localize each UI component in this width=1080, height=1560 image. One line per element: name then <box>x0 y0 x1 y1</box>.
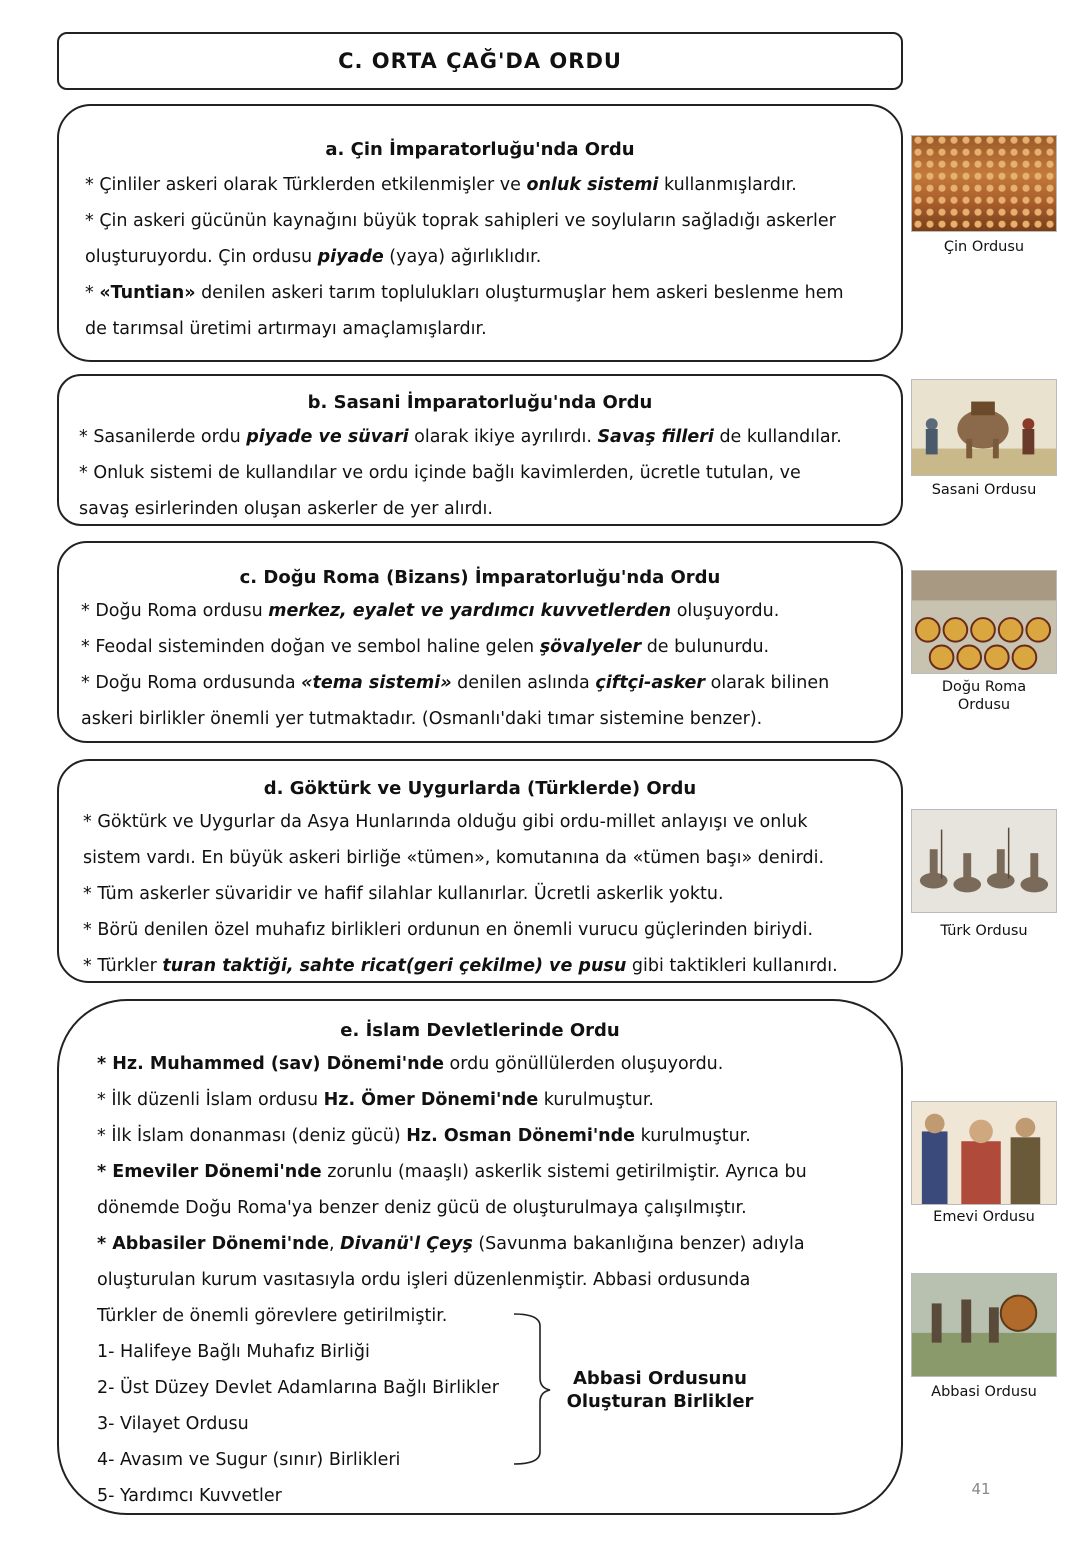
abbasi-unit-4: 4- Avasım ve Sugur (sınır) Birlikleri <box>97 1450 401 1470</box>
section-sasani-line-2: * Onluk sistemi de kullandılar ve ordu içinde bağlı kavimlerden, ücretle tutulan, ve <box>79 463 801 483</box>
sasani-ordusu-caption: Sasani Ordusu <box>931 482 1037 498</box>
page-number: 41 <box>971 1480 991 1498</box>
section-sasani <box>57 374 903 526</box>
section-cin-line-3: oluşturuyordu. Çin ordusu piyade (yaya) ağırlıklıdır. <box>85 247 542 267</box>
section-dogu-roma-title: c. Doğu Roma (Bizans) İmparatorluğu'nda Ordu <box>239 567 721 588</box>
section-cin <box>57 104 903 362</box>
section-turk-line-2: sistem vardı. En büyük askeri birliğe «tümen», komutanına da «tümen başı» denirdi. <box>83 848 825 868</box>
section-turk-line-3: * Tüm askerler süvaridir ve hafif silahlar kullanırlar. Ücretli askerlik yoktu. <box>83 884 724 904</box>
section-islam-line-5: dönemde Doğu Roma'ya benzer deniz gücü de oluşturulmaya çalışılmıştır. <box>97 1198 747 1218</box>
abbasi-brace-label-line-1: Abbasi Ordusunu <box>572 1368 748 1389</box>
section-cin-line-2: * Çin askeri gücünün kaynağını büyük toprak sahipleri ve soyluların sağladığı askerler <box>85 211 836 231</box>
section-dogu-roma-line-4: askeri birlikler önemli yer tutmaktadır. (Osmanlı'daki tımar sistemine benzer). <box>81 709 763 729</box>
abbasi-ordusu-image <box>911 1273 1057 1377</box>
section-dogu-roma <box>57 541 903 743</box>
section-dogu-roma-line-2: * Feodal sisteminden doğan ve sembol haline gelen şövalyeler de bulunurdu. <box>81 637 770 657</box>
section-sasani-title: b. Sasani İmparatorluğu'nda Ordu <box>307 392 653 413</box>
section-turk-line-1: * Göktürk ve Uygurlar da Asya Hunlarında olduğu gibi ordu-millet anlayışı ve onluk <box>83 812 808 832</box>
abbasi-unit-1: 1- Halifeye Bağlı Muhafız Birliği <box>97 1342 370 1362</box>
section-cin-line-4: * «Tuntian» denilen askeri tarım toplulukları oluşturmuşlar hem askeri beslenme hem <box>85 283 844 303</box>
dogu-roma-caption-line-1: Doğu Roma <box>941 679 1027 695</box>
section-cin-title: a. Çin İmparatorluğu'nda Ordu <box>325 139 635 160</box>
section-islam-line-7: oluşturulan kurum vasıtasıyla ordu işleri düzenlenmiştir. Abbasi ordusunda <box>97 1270 751 1290</box>
abbasi-unit-5: 5- Yardımcı Kuvvetler <box>97 1486 282 1506</box>
section-islam-line-4: * Emeviler Dönemi'nde zorunlu (maaşlı) askerlik sistemi getirilmiştir. Ayrıca bu <box>97 1162 807 1182</box>
turk-ordusu-caption: Türk Ordusu <box>940 923 1028 939</box>
section-islam <box>57 999 903 1515</box>
section-islam-line-3: * İlk İslam donanması (deniz gücü) Hz. Osman Dönemi'nde kurulmuştur. <box>97 1126 751 1146</box>
abbasi-unit-2: 2- Üst Düzey Devlet Adamlarına Bağlı Birlikler <box>97 1378 499 1398</box>
curly-brace <box>510 1310 560 1470</box>
abbasi-unit-3: 3- Vilayet Ordusu <box>97 1414 249 1434</box>
emevi-ordusu-image <box>911 1101 1057 1205</box>
dogu-roma-caption-line-2: Ordusu <box>957 697 1011 714</box>
sasani-ordusu-image <box>911 379 1057 476</box>
section-turk <box>57 759 903 983</box>
section-sasani-line-3: savaş esirlerinden oluşan askerler de yer alırdı. <box>79 499 493 519</box>
dogu-roma-ordusu-image <box>911 570 1057 674</box>
section-cin-line-5: de tarımsal üretimi artırmayı amaçlamışlardır. <box>85 319 487 339</box>
turk-ordusu-image <box>911 809 1057 913</box>
abbasi-ordusu-caption: Abbasi Ordusu <box>931 1384 1037 1400</box>
page-title: C. ORTA ÇAĞ'DA ORDU <box>338 49 622 73</box>
section-islam-line-1: * Hz. Muhammed (sav) Dönemi'nde ordu gönüllülerden oluşuyordu. <box>97 1054 724 1074</box>
section-cin-line-1: * Çinliler askeri olarak Türklerden etkilenmişler ve onluk sistemi kullanmışlardır. <box>85 175 797 195</box>
section-sasani-line-1: * Sasanilerde ordu piyade ve süvari olarak ikiye ayrılırdı. Savaş filleri de kullandılar. <box>79 427 842 447</box>
section-islam-title: e. İslam Devletlerinde Ordu <box>340 1020 620 1041</box>
dogu-roma-ordusu-caption <box>905 678 1063 714</box>
section-turk-title: d. Göktürk ve Uygurlarda (Türklerde) Ordu <box>263 778 697 799</box>
section-islam-line-6: * Abbasiler Dönemi'nde, Divanü'l Çeyş (Savunma bakanlığına benzer) adıyla <box>97 1234 805 1254</box>
section-dogu-roma-line-1: * Doğu Roma ordusu merkez, eyalet ve yardımcı kuvvetlerden oluşuyordu. <box>81 601 780 621</box>
emevi-ordusu-caption: Emevi Ordusu <box>933 1209 1035 1225</box>
page-title-box <box>57 32 903 90</box>
section-islam-line-2: * İlk düzenli İslam ordusu Hz. Ömer Dönemi'nde kurulmuştur. <box>97 1090 654 1110</box>
section-dogu-roma-line-3: * Doğu Roma ordusunda «tema sistemi» denilen aslında çiftçi-asker olarak bilinen <box>81 673 830 693</box>
section-turk-line-4: * Börü denilen özel muhafız birlikleri ordunun en önemli vurucu güçlerinden biriydi. <box>83 920 814 940</box>
abbasi-brace-label-line-2: Oluşturan Birlikler <box>566 1391 754 1413</box>
section-islam-line-8: Türkler de önemli görevlere getirilmiştir. <box>97 1306 448 1326</box>
cin-ordusu-image <box>911 135 1057 232</box>
abbasi-brace-label <box>560 1367 760 1414</box>
section-turk-line-5: * Türkler turan taktiği, sahte ricat(geri çekilme) ve pusu gibi taktikleri kullanırdı. <box>83 956 838 976</box>
cin-ordusu-caption: Çin Ordusu <box>943 239 1025 255</box>
